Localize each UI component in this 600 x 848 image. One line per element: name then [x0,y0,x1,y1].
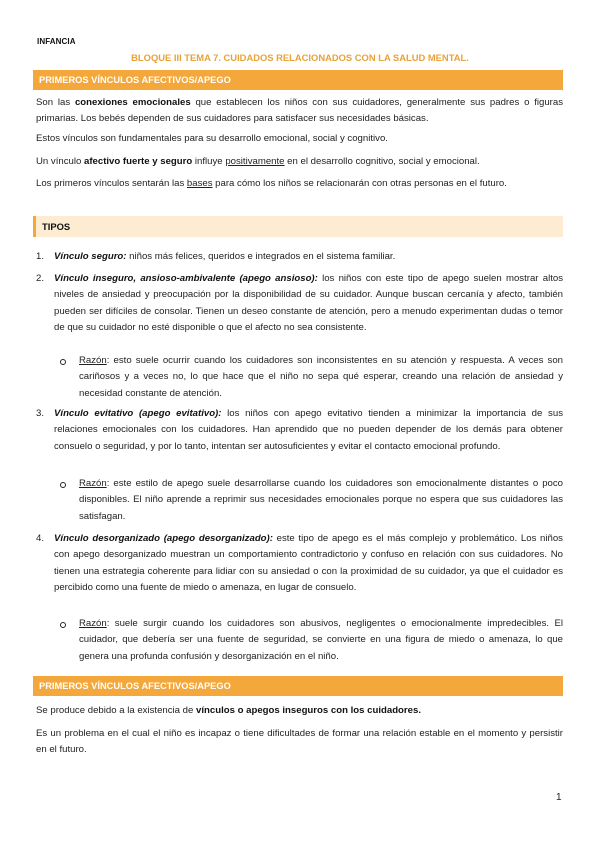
paragraph-importance: Estos vínculos son fundamentales para su desarrollo emocional, social y cognitivo. [36,133,388,144]
subheading-tipos: TIPOS [33,216,563,237]
reason-inseguro: Razón: esto suele ocurrir cuando los cuidadores son inconsistentes en su atención y respuesta. A veces son cariñosos y a veces no, lo que hace que el niño no sepa qué esperar, creando una relación de ansiedad y necesidad constante de atención. [79,355,563,399]
section-heading-primeros-vinculos: PRIMEROS VÍNCULOS AFECTIVOS/APEGO [33,70,563,90]
bullet-circle-icon [60,622,66,628]
reason-evitativo: Razón: este estilo de apego suele desarrollarse cuando los cuidadores son emocionalmente distantes o poco disponibles. El niño aprende a reprimir sus necesidades emocionales porque no espera que sus cuidadores las satisfagan. [79,478,563,522]
course-label: INFANCIA [37,37,76,46]
list-item-vinculo-evitativo: Vínculo evitativo (apego evitativo): los niños con apego evitativo tienden a minimizar la importancia de sus relaciones emocionales con los cuidadores. Han aprendido que no pueden depender de los demás para obtener consuelo o seguridad, y por lo tanto, intentan ser autosuficientes y evitar el contacto emocional profundo. [54,408,563,452]
page-number: 1 [556,792,562,803]
paragraph-cause: Se produce debido a la existencia de vínculos o apegos inseguros con los cuidadores. [36,705,421,716]
section-heading-primeros-vinculos-2: PRIMEROS VÍNCULOS AFECTIVOS/APEGO [33,676,563,696]
bold-term: conexiones emocionales [74,97,191,108]
list-number: 4. [36,533,45,544]
paragraph-definition: Son las conexiones emocionales que establecen los niños con sus cuidadores, generalmente sus padres o figuras primarias. Los bebés dependen de sus cuidadores para satisfacer sus necesidades básicas. [36,97,564,125]
list-item-vinculo-seguro: Vínculo seguro: niños más felices, queridos e integrados en el sistema familiar. [54,251,396,262]
paragraph-bases: Los primeros vínculos sentarán las bases para cómo los niños se relacionarán con otras personas en el futuro. [36,178,507,189]
bullet-circle-icon [60,482,66,488]
paragraph-strong-bond: Un vínculo afectivo fuerte y seguro influye positivamente en el desarrollo cognitivo, social y emocional. [36,156,480,167]
underlined-term: positivamente [225,156,285,167]
bold-term: afectivo fuerte y seguro [84,156,193,167]
list-number: 3. [36,408,45,419]
list-number: 2. [36,273,45,284]
reason-desorganizado: Razón: suele surgir cuando los cuidadores son abusivos, negligentes o emocionalmente impredecibles. El cuidador, que debería ser una fuente de seguridad, se convierte en una figura de miedo o amenaza, lo que genera una profunda confusión y desorganización en el niño. [79,618,563,662]
list-item-vinculo-desorganizado: Vínculo desorganizado (apego desorganizado): este tipo de apego es el más complejo y problemático. Los niños con apego desorganizado muestran un comportamiento contradictorio y confuso en relación con sus cuidadores. No tienen una estrategia coherente para lidiar con su ansiedad o con la proximidad de su cuidador, ya que el cuidador es percibido como una fuente de miedo o amenaza, en lugar de consuelo. [54,533,563,594]
list-number: 1. [36,251,45,262]
list-item-vinculo-inseguro: Vínculo inseguro, ansioso-ambivalente (apego ansioso): los niños con este tipo de apego suelen mostrar altos niveles de ansiedad y preocupación por la disponibilidad de su cuidador. Aunque buscan cercanía y afecto, también pueden ser difíciles de consolar. Tienen un deseo constante de atención, pero a menudo experimentan dudas o temor de que su cuidador no esté disponible o que el afecto no sea consistente. [54,273,563,334]
underlined-term: bases [186,178,213,189]
bold-term: vínculos o apegos inseguros con los cuidadores. [196,705,421,716]
bullet-circle-icon [60,359,66,365]
paragraph-problem: Es un problema en el cual el niño es incapaz o tiene dificultades de formar una relación estable en el momento y persistir en el futuro. [36,728,563,756]
document-title: BLOQUE III TEMA 7. CUIDADOS RELACIONADOS CON LA SALUD MENTAL. [131,52,469,63]
